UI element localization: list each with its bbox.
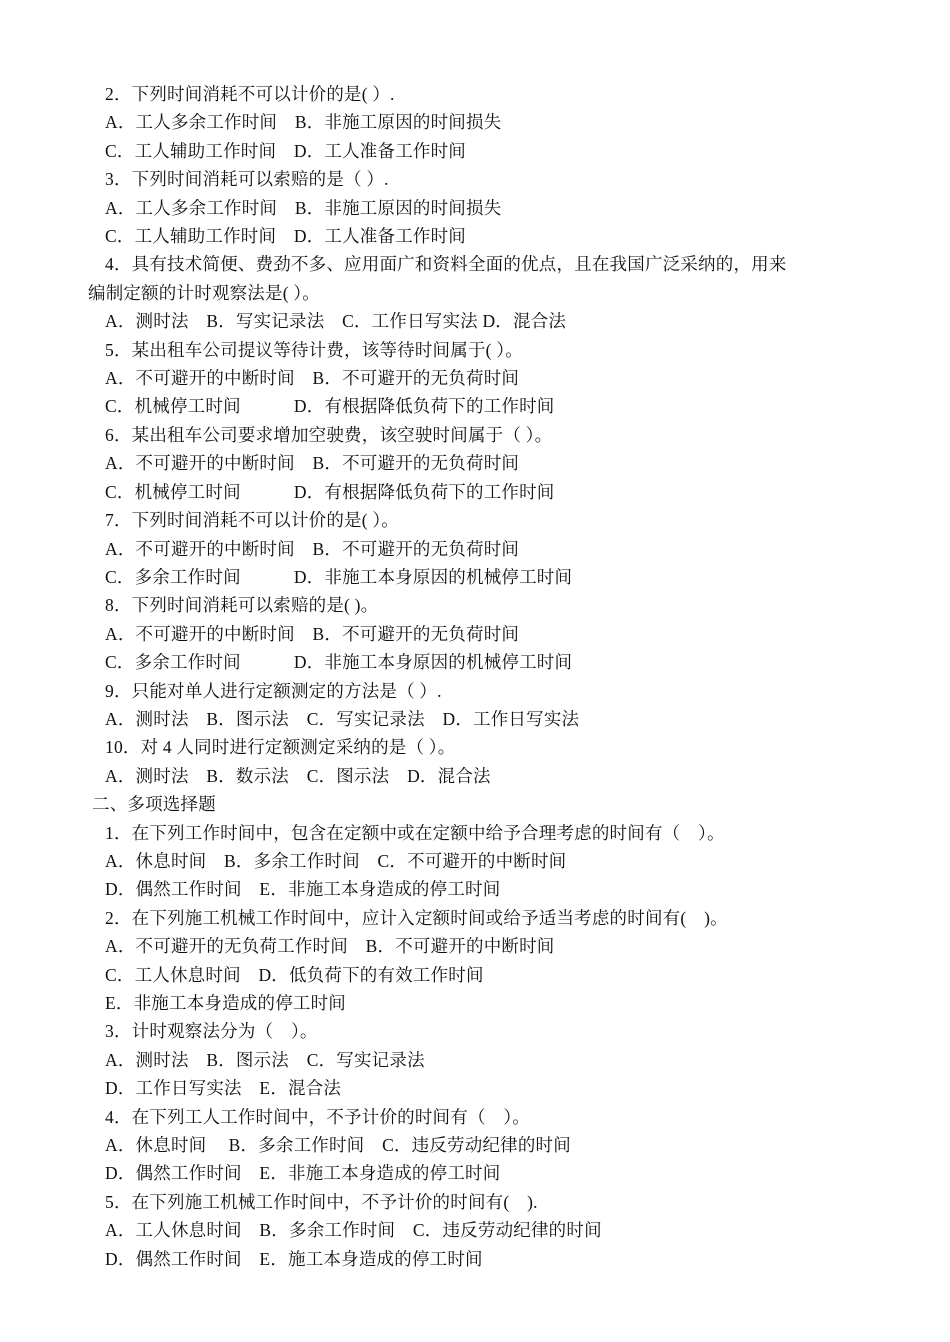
question-5-options-cd: C．机械停工时间 D．有根据降低负荷下的工作时间: [105, 396, 555, 417]
multi-question-3-options-de: D．工作日写实法 E．混合法: [105, 1078, 342, 1099]
question-7-options-ab: A．不可避开的中断时间 B．不可避开的无负荷时间: [105, 538, 520, 559]
question-7-stem: 7．下列时间消耗不可以计价的是( ）。: [105, 510, 400, 531]
question-6-stem: 6．某出租车公司要求增加空驶费，该空驶时间属于（ ）。: [105, 424, 553, 445]
question-10-stem: 10．对 4 人同时进行定额测定采纳的是（ ）。: [105, 737, 456, 758]
question-2-options-ab: A．工人多余工作时间 B．非施工原因的时间损失: [105, 112, 502, 133]
multi-question-3-stem: 3．计时观察法分为（ ）。: [105, 1021, 318, 1042]
multi-question-1-options-de: D．偶然工作时间 E．非施工本身造成的停工时间: [105, 879, 501, 900]
question-3-options-cd: C．工人辅助工作时间 D．工人准备工作时间: [105, 226, 467, 247]
multi-question-5-stem: 5．在下列施工机械工作时间中，不予计价的时间有( ).: [105, 1191, 538, 1212]
question-9-stem: 9．只能对单人进行定额测定的方法是（ ）.: [105, 680, 442, 701]
multi-question-2-stem: 2．在下列施工机械工作时间中，应计入定额时间或给予适当考虑的时间有( )。: [105, 907, 728, 928]
question-4-stem-continued: 编制定额的计时观察法是( ）。: [88, 282, 320, 303]
question-3-options-ab: A．工人多余工作时间 B．非施工原因的时间损失: [105, 197, 502, 218]
question-7-options-cd: C．多余工作时间 D．非施工本身原因的机械停工时间: [105, 566, 573, 587]
question-5-options-ab: A．不可避开的中断时间 B．不可避开的无负荷时间: [105, 368, 520, 389]
multi-question-2-options-e: E．非施工本身造成的停工时间: [105, 993, 346, 1013]
multi-question-3-options-abc: A．测时法 B．图示法 C．写实记录法: [105, 1049, 425, 1070]
multi-question-5-options-de: D．偶然工作时间 E．施工本身造成的停工时间: [105, 1248, 483, 1269]
multi-question-1-options-abc: A．休息时间 B．多余工作时间 C．不可避开的中断时间: [105, 850, 567, 871]
question-6-options-ab: A．不可避开的中断时间 B．不可避开的无负荷时间: [105, 453, 520, 474]
question-8-options-ab: A．不可避开的中断时间 B．不可避开的无负荷时间: [105, 623, 520, 644]
multi-question-2-options-cd: C．工人休息时间 D．低负荷下的有效工作时间: [105, 964, 484, 985]
question-8-options-cd: C．多余工作时间 D．非施工本身原因的机械停工时间: [105, 652, 573, 673]
question-8-stem: 8．下列时间消耗可以索赔的是( )。: [105, 595, 379, 616]
question-text-block: [88, 80, 868, 1273]
multi-question-4-stem: 4．在下列工人工作时间中，不予计价的时间有（ ）。: [105, 1106, 530, 1127]
multi-question-4-options-abc: A．休息时间 B．多余工作时间 C．违反劳动纪律的时间: [105, 1135, 571, 1156]
multi-question-5-options-abc: A．工人休息时间 B．多余工作时间 C．违反劳动纪律的时间: [105, 1220, 602, 1241]
section-heading-multiple-choice: 二、多项选择题: [92, 794, 216, 815]
question-3-stem: 3．下列时间消耗可以索赔的是（ ）.: [105, 169, 389, 190]
question-4-options: A．测时法 B．写实记录法 C．工作日写实法 D．混合法: [105, 311, 567, 332]
multi-question-2-options-ab: A．不可避开的无负荷工作时间 B．不可避开的中断时间: [105, 936, 555, 957]
question-10-options: A．测时法 B．数示法 C．图示法 D．混合法: [105, 765, 491, 786]
question-6-options-cd: C．机械停工时间 D．有根据降低负荷下的工作时间: [105, 481, 555, 502]
multi-question-4-options-de: D．偶然工作时间 E．非施工本身造成的停工时间: [105, 1163, 501, 1184]
multi-question-1-stem: 1．在下列工作时间中，包含在定额中或在定额中给予合理考虑的时间有（ ）。: [105, 822, 725, 843]
question-4-stem: 4．具有技术简便、费劲不多、应用面广和资料全面的优点，且在我国广泛采纳的，用来: [105, 254, 787, 275]
question-2-stem: 2．下列时间消耗不可以计价的是( ）.: [105, 84, 395, 104]
question-2-options-cd: C．工人辅助工作时间 D．工人准备工作时间: [105, 140, 467, 161]
question-9-options: A．测时法 B．图示法 C．写实记录法 D．工作日写实法: [105, 708, 580, 729]
question-5-stem: 5．某出租车公司提议等待计费，该等待时间属于( ）。: [105, 339, 523, 360]
